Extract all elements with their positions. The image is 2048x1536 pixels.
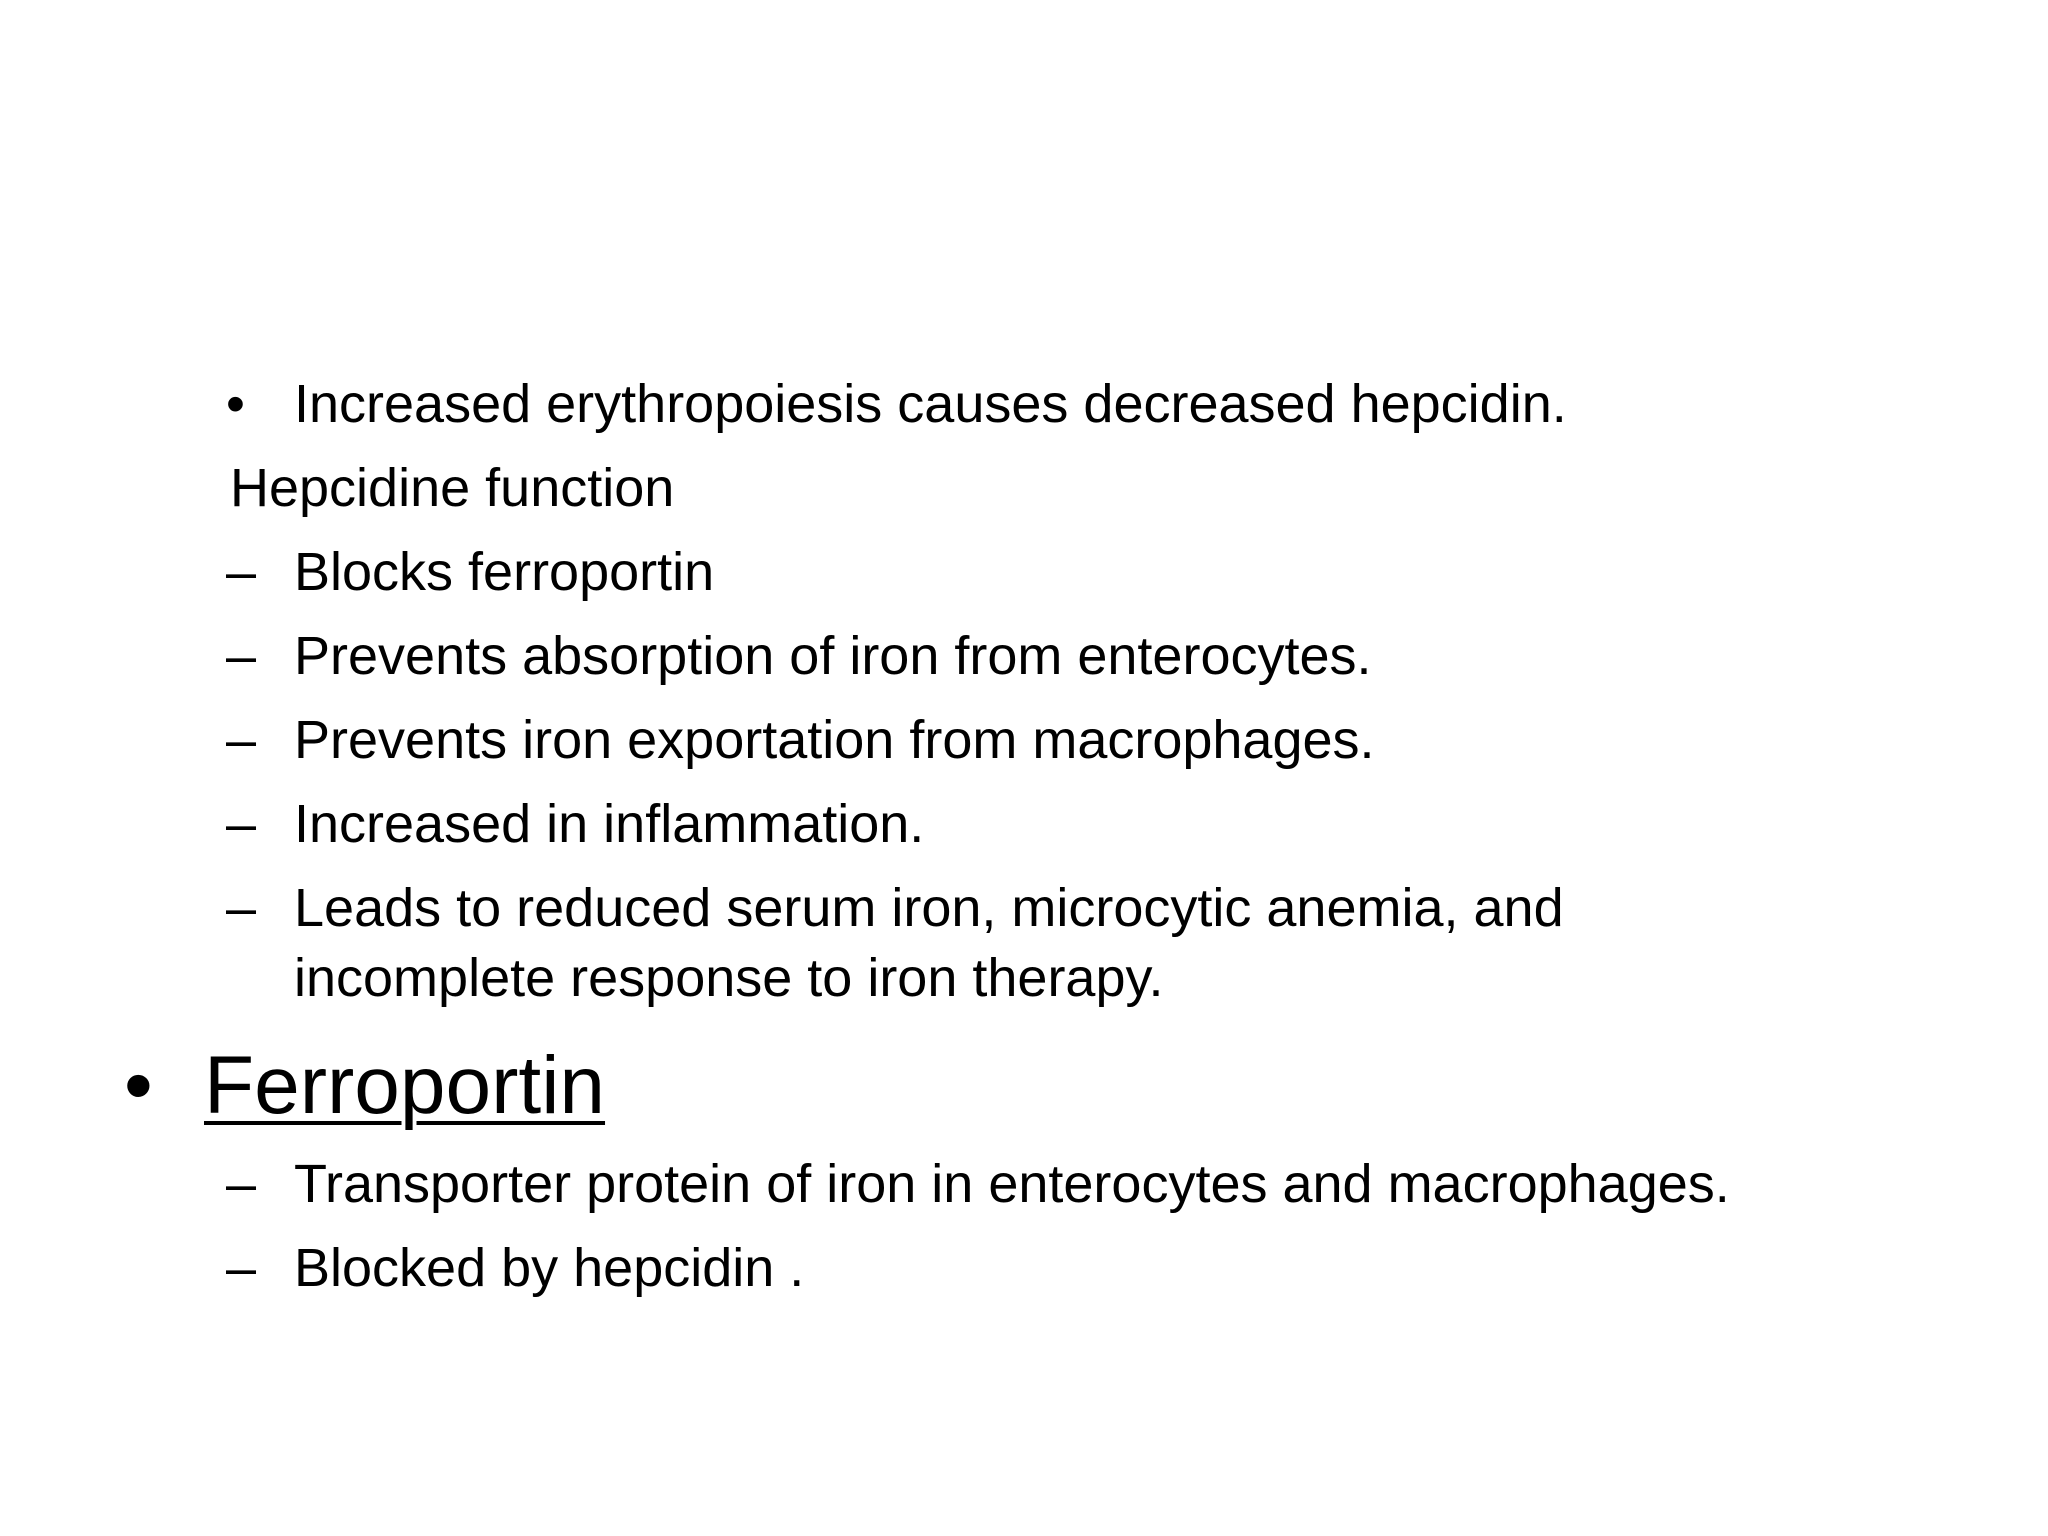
intro-bullet-text: Increased erythropoiesis causes decreased hepcidin. — [294, 374, 1567, 434]
ferroportin-title: Ferroportin — [204, 1040, 606, 1131]
bullet-icon: • — [124, 1040, 153, 1131]
dash-icon: – — [226, 794, 257, 854]
dash-icon: – — [226, 1238, 257, 1298]
dash-icon: – — [226, 710, 257, 770]
hepcidine-heading: Hepcidine function — [230, 458, 675, 518]
list-item-text: Prevents absorption of iron from enterocytes. — [294, 626, 1372, 686]
list-item-text: Blocks ferroportin — [294, 542, 715, 602]
dash-icon: – — [226, 1154, 257, 1214]
dash-icon: – — [226, 878, 257, 938]
bullet-icon: • — [226, 374, 245, 434]
list-item-text: Increased in inflammation. — [294, 794, 925, 854]
list-item-text: Leads to reduced serum iron, microcytic anemia, and — [294, 878, 1564, 938]
dash-icon: – — [226, 626, 257, 686]
list-item-text: Transporter protein of iron in enterocytes and macrophages. — [294, 1154, 1730, 1214]
list-item-text: Blocked by hepcidin . — [294, 1238, 805, 1298]
dash-icon: – — [226, 542, 257, 602]
list-item-continuation: incomplete response to iron therapy. — [294, 948, 1164, 1008]
list-item-text: Prevents iron exportation from macrophages. — [294, 710, 1375, 770]
